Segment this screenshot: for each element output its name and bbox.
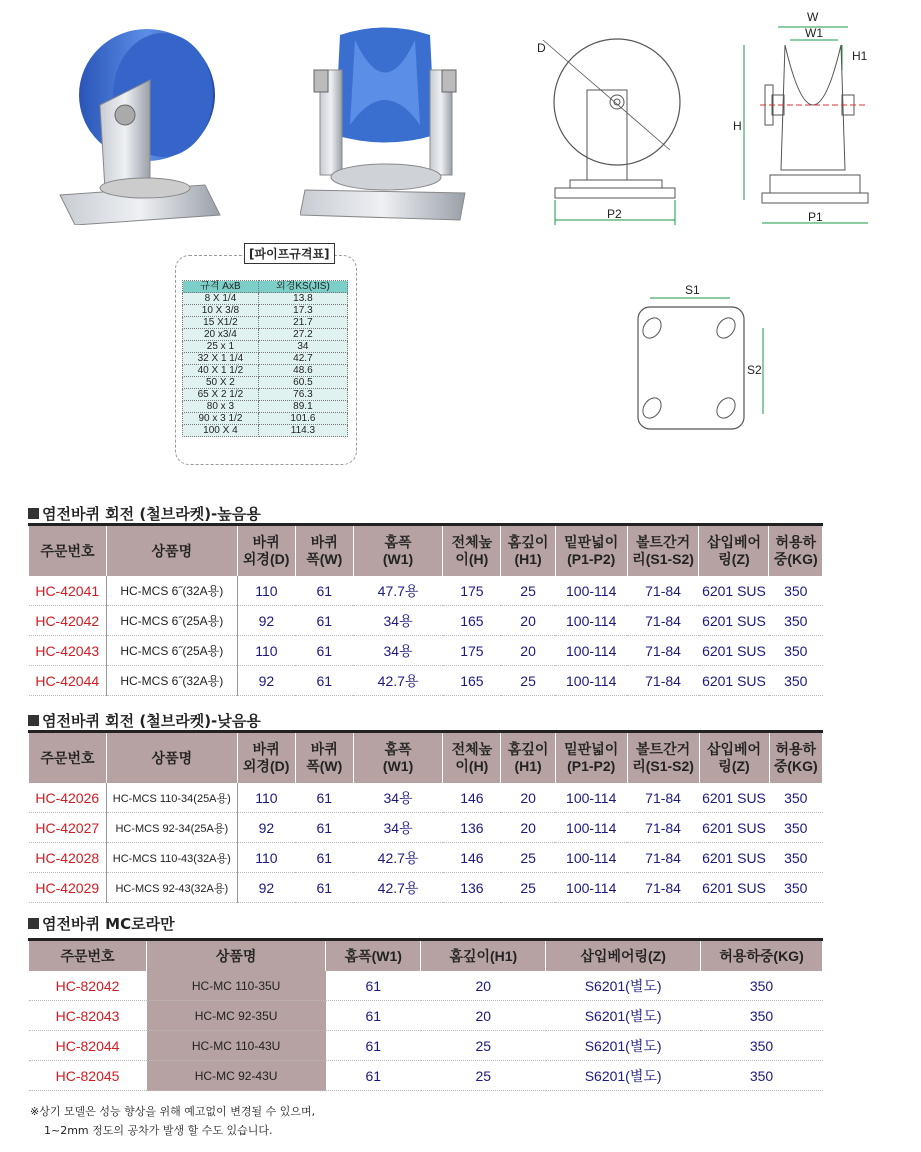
square-bullet-icon: [28, 508, 39, 519]
spec-value-cell: 25: [501, 873, 555, 903]
spec-value-cell: 34용: [353, 813, 443, 843]
spec-value-cell: 350: [769, 873, 823, 903]
table-header-cell: [29, 733, 107, 783]
caster-photo-side: [55, 20, 230, 225]
order-code-cell: HC-82044: [29, 1031, 147, 1061]
header-line: 바퀴: [310, 741, 338, 757]
label-s2: S2: [747, 363, 762, 377]
spec-value-cell: 100-114: [555, 813, 627, 843]
table-header-cell: 상품명: [147, 941, 326, 971]
spec-value-cell: 71-84: [627, 783, 699, 813]
header-line: 이(H): [455, 758, 489, 774]
table-header-cell: [501, 733, 555, 783]
table-header-cell: 삽입베어링(Z): [546, 941, 701, 971]
product-name-cell: HC-MCS 6˝(25A용): [107, 636, 238, 666]
pipe-spec-header-cell: 외경KS(JIS): [258, 281, 347, 293]
table-row: [29, 606, 823, 636]
side-view-diagram: [525, 30, 685, 235]
table-header-cell: [295, 733, 353, 783]
spec-value-cell: 25: [501, 843, 555, 873]
header-line: 볼트간거: [636, 741, 691, 757]
table-row: [29, 971, 823, 1001]
product-name-cell: HC-MC 110-43U: [147, 1031, 326, 1061]
header-line: 이(H): [455, 551, 489, 567]
pipe-spec-cell: 50 X 2: [183, 377, 259, 389]
table-row: [29, 1031, 823, 1061]
order-code-cell: HC-42043: [29, 636, 107, 666]
table-header-cell: [107, 733, 238, 783]
pipe-spec-cell: 27.2: [258, 329, 347, 341]
table-header-cell: [769, 733, 823, 783]
pipe-spec-row: [183, 389, 348, 401]
pipe-spec-row: [183, 293, 348, 305]
header-line: 바퀴: [252, 534, 280, 550]
spec-value-cell: 110: [237, 576, 295, 606]
table-header-cell: [237, 526, 295, 576]
label-d: D: [537, 41, 546, 55]
table-header-cell: [627, 526, 699, 576]
pipe-spec-row: [183, 365, 348, 377]
pipe-spec-header-cell: 규격 AxB: [183, 281, 259, 293]
spec-value-cell: 6201 SUS: [699, 783, 769, 813]
pipe-spec-cell: 10 X 3/8: [183, 305, 259, 317]
pipe-spec-row: [183, 341, 348, 353]
spec-value-cell: 20: [501, 813, 555, 843]
square-bullet-icon: [28, 715, 39, 726]
spec-value-cell: 71-84: [627, 666, 699, 696]
spec-value-cell: 100-114: [555, 873, 627, 903]
product-name-cell: HC-MC 92-35U: [147, 1001, 326, 1031]
spec-value-cell: 146: [443, 783, 501, 813]
table-header-cell: [237, 733, 295, 783]
pipe-spec-row: [183, 401, 348, 413]
spec-value-cell: 71-84: [627, 813, 699, 843]
table-row: [29, 1061, 823, 1091]
header-line: 바퀴: [252, 741, 280, 757]
spec-value-cell: 100-114: [555, 606, 627, 636]
table-header-cell: [353, 733, 443, 783]
header-line: 밑판넓이: [564, 534, 619, 550]
spec-value-cell: 6201 SUS: [699, 843, 769, 873]
header-line: 전체높: [451, 741, 493, 757]
spec-value-cell: 100-114: [555, 783, 627, 813]
spec-value-cell: 92: [237, 606, 295, 636]
order-code-cell: HC-42028: [29, 843, 107, 873]
table-header-cell: 주문번호: [29, 941, 147, 971]
table-header-cell: [353, 526, 443, 576]
header-line: 허용하: [775, 534, 817, 550]
spec-value-cell: 6201 SUS: [699, 873, 769, 903]
spec-value-cell: 175: [443, 636, 501, 666]
table-header-cell: [627, 733, 699, 783]
header-line: (W1): [382, 758, 414, 774]
spec-value-cell: S6201(별도): [546, 1061, 701, 1091]
product-name-cell: HC-MCS 110-43(32A용): [107, 843, 238, 873]
spec-value-cell: S6201(별도): [546, 971, 701, 1001]
header-line: 링(Z): [718, 758, 750, 774]
table-header-cell: 홈폭(W1): [326, 941, 421, 971]
spec-value-cell: 6201 SUS: [699, 576, 769, 606]
header-line: 바퀴: [310, 534, 338, 550]
spec-value-cell: 34용: [353, 606, 443, 636]
note-line-1: ※상기 모델은 성능 향상을 위해 예고없이 변경될 수 있으며,: [30, 1105, 316, 1118]
spec-value-cell: 61: [295, 606, 353, 636]
section1-title: 염전바퀴 회전 (철브라켓)-높음용: [28, 503, 261, 524]
spec-value-cell: 25: [501, 666, 555, 696]
pipe-spec-cell: 100 X 4: [183, 425, 259, 437]
pipe-spec-cell: 42.7: [258, 353, 347, 365]
label-h1: H1: [852, 49, 868, 63]
spec-value-cell: 20: [501, 606, 555, 636]
order-code-cell: HC-42026: [29, 783, 107, 813]
header-line: 허용하: [775, 741, 817, 757]
spec-value-cell: 175: [443, 576, 501, 606]
header-line: 외경(D): [242, 551, 290, 567]
spec-value-cell: 61: [295, 576, 353, 606]
section2-title: 염전바퀴 회전 (철브라켓)-낮음용: [28, 710, 261, 731]
table-row: [29, 576, 823, 606]
header-line: 폭(W): [306, 551, 343, 567]
table-header-cell: [29, 526, 107, 576]
header-line: (P1-P2): [567, 758, 616, 774]
pipe-spec-cell: 25 x 1: [183, 341, 259, 353]
header-line: (P1-P2): [567, 551, 616, 567]
pipe-spec-table: [182, 280, 348, 437]
spec-value-cell: 92: [237, 813, 295, 843]
pipe-spec-title: [파이프규격표]: [244, 243, 335, 264]
label-p2: P2: [607, 207, 622, 221]
spec-value-cell: 20: [501, 636, 555, 666]
header-line: 홈폭: [384, 741, 412, 757]
front-view-diagram: [730, 5, 870, 235]
spec-value-cell: 61: [295, 813, 353, 843]
pipe-spec-row: [183, 425, 348, 437]
table-header-cell: [555, 526, 627, 576]
spec-value-cell: 20: [501, 783, 555, 813]
spec-value-cell: 71-84: [627, 606, 699, 636]
pipe-spec-row: [183, 413, 348, 425]
spec-value-cell: 100-114: [555, 843, 627, 873]
spec-value-cell: 110: [237, 843, 295, 873]
spec-value-cell: 20: [421, 971, 546, 1001]
header-line: 중(KG): [773, 758, 818, 774]
pipe-spec-cell: 76.3: [258, 389, 347, 401]
header-line: 주문번호: [40, 542, 95, 559]
spec-value-cell: 350: [701, 971, 823, 1001]
pipe-spec-row: [183, 305, 348, 317]
spec-value-cell: 350: [769, 813, 823, 843]
table-row: [29, 666, 823, 696]
spec-value-cell: 6201 SUS: [699, 666, 769, 696]
pipe-spec-cell: 15 X1/2: [183, 317, 259, 329]
spec-value-cell: 42.7용: [353, 666, 443, 696]
section3-table: [28, 941, 823, 1091]
table-header-cell: [295, 526, 353, 576]
label-h: H: [733, 119, 742, 133]
table-row: [29, 813, 823, 843]
spec-value-cell: 136: [443, 873, 501, 903]
order-code-cell: HC-82042: [29, 971, 147, 1001]
header-line: 주문번호: [40, 749, 95, 766]
spec-value-cell: 61: [326, 1061, 421, 1091]
label-p1: P1: [808, 210, 823, 224]
pipe-spec-cell: 89.1: [258, 401, 347, 413]
order-code-cell: HC-42029: [29, 873, 107, 903]
pipe-spec-row: [183, 329, 348, 341]
header-line: 링(Z): [718, 551, 750, 567]
spec-value-cell: 6201 SUS: [699, 813, 769, 843]
product-name-cell: HC-MCS 6˝(32A용): [107, 576, 238, 606]
product-name-cell: HC-MCS 92-34(25A용): [107, 813, 238, 843]
table-header-cell: [501, 526, 555, 576]
table-header-cell: 홈깊이(H1): [421, 941, 546, 971]
product-name-cell: HC-MC 92-43U: [147, 1061, 326, 1091]
spec-value-cell: 34용: [353, 783, 443, 813]
pipe-spec-cell: 40 X 1 1/2: [183, 365, 259, 377]
header-line: 홈폭: [384, 534, 412, 550]
spec-value-cell: 25: [421, 1061, 546, 1091]
product-name-cell: HC-MCS 6˝(32A용): [107, 666, 238, 696]
header-line: 리(S1-S2): [632, 758, 694, 774]
product-name-cell: HC-MCS 92-43(32A용): [107, 873, 238, 903]
pipe-spec-cell: 8 X 1/4: [183, 293, 259, 305]
header-line: 중(KG): [773, 551, 818, 567]
caster-photo-front: [300, 15, 475, 225]
spec-value-cell: 71-84: [627, 843, 699, 873]
table-row: [29, 783, 823, 813]
spec-value-cell: 146: [443, 843, 501, 873]
spec-value-cell: S6201(별도): [546, 1031, 701, 1061]
pipe-spec-cell: 34: [258, 341, 347, 353]
spec-value-cell: 350: [701, 1031, 823, 1061]
spec-value-cell: 42.7용: [353, 843, 443, 873]
header-line: 삽입베어: [706, 534, 762, 550]
spec-value-cell: 350: [769, 783, 823, 813]
table-row: [29, 1001, 823, 1031]
header-line: (W1): [382, 551, 414, 567]
pipe-spec-cell: 20 x3/4: [183, 329, 259, 341]
spec-value-cell: 136: [443, 813, 501, 843]
header-line: (H1): [514, 551, 542, 567]
header-line: 삽입베어: [706, 741, 762, 757]
product-name-cell: HC-MCS 6˝(25A용): [107, 606, 238, 636]
table-header-cell: [699, 526, 769, 576]
label-w: W: [807, 10, 819, 24]
spec-value-cell: 25: [501, 576, 555, 606]
square-bullet-icon: [28, 918, 39, 929]
table-header-cell: [699, 733, 769, 783]
header-line: 전체높: [451, 534, 493, 550]
pipe-spec-cell: 32 X 1 1/4: [183, 353, 259, 365]
spec-value-cell: 350: [701, 1061, 823, 1091]
product-name-cell: HC-MCS 110-34(25A용): [107, 783, 238, 813]
spec-value-cell: 61: [295, 843, 353, 873]
spec-value-cell: 61: [295, 873, 353, 903]
table-header-row: [29, 526, 823, 576]
header-line: 볼트간거: [636, 534, 691, 550]
base-plate-diagram: [630, 282, 775, 434]
spec-value-cell: 71-84: [627, 873, 699, 903]
spec-value-cell: 42.7용: [353, 873, 443, 903]
label-s1: S1: [685, 283, 700, 297]
table-header-cell: 허용하중(KG): [701, 941, 823, 971]
spec-value-cell: 92: [237, 666, 295, 696]
header-line: (H1): [514, 758, 542, 774]
spec-value-cell: 350: [769, 843, 823, 873]
spec-value-cell: 350: [701, 1001, 823, 1031]
spec-value-cell: 350: [769, 636, 823, 666]
pipe-spec-cell: 114.3: [258, 425, 347, 437]
header-line: 상품명: [151, 542, 193, 559]
table-header-cell: [443, 526, 501, 576]
spec-value-cell: 100-114: [555, 636, 627, 666]
note-line-2: 1~2mm 정도의 공차가 발생 할 수도 있습니다.: [44, 1124, 273, 1137]
spec-value-cell: S6201(별도): [546, 1001, 701, 1031]
header-line: 홈깊이: [507, 741, 549, 757]
pipe-spec-cell: 13.8: [258, 293, 347, 305]
label-w1: W1: [805, 26, 823, 40]
section3-title: 염전바퀴 MC로라만: [28, 913, 175, 934]
spec-value-cell: 34용: [353, 636, 443, 666]
pipe-spec-cell: 65 X 2 1/2: [183, 389, 259, 401]
spec-value-cell: 71-84: [627, 576, 699, 606]
spec-value-cell: 165: [443, 606, 501, 636]
table-header-cell: [443, 733, 501, 783]
spec-value-cell: 61: [295, 783, 353, 813]
table-header-cell: [769, 526, 823, 576]
header-line: 리(S1-S2): [632, 551, 694, 567]
spec-value-cell: 61: [326, 1031, 421, 1061]
order-code-cell: HC-42044: [29, 666, 107, 696]
spec-value-cell: 165: [443, 666, 501, 696]
spec-value-cell: 110: [237, 636, 295, 666]
spec-value-cell: 61: [326, 1001, 421, 1031]
spec-value-cell: 20: [421, 1001, 546, 1031]
pipe-spec-cell: 17.3: [258, 305, 347, 317]
order-code-cell: HC-82045: [29, 1061, 147, 1091]
spec-value-cell: 61: [295, 666, 353, 696]
spec-value-cell: 110: [237, 783, 295, 813]
header-line: 밑판넓이: [564, 741, 619, 757]
spec-value-cell: 61: [326, 971, 421, 1001]
spec-value-cell: 25: [421, 1031, 546, 1061]
pipe-spec-row: [183, 317, 348, 329]
pipe-spec-cell: 21.7: [258, 317, 347, 329]
product-name-cell: HC-MC 110-35U: [147, 971, 326, 1001]
section2-table: [28, 733, 823, 903]
pipe-spec-cell: 90 x 3 1/2: [183, 413, 259, 425]
spec-value-cell: 350: [769, 606, 823, 636]
table-header-row: [29, 941, 823, 971]
order-code-cell: HC-42042: [29, 606, 107, 636]
table-header-cell: [555, 733, 627, 783]
header-line: 홈깊이: [507, 534, 549, 550]
pipe-spec-cell: 48.6: [258, 365, 347, 377]
header-line: 상품명: [151, 749, 193, 766]
header-line: 외경(D): [242, 758, 290, 774]
section1-table: [28, 526, 823, 696]
table-row: [29, 873, 823, 903]
order-code-cell: HC-42041: [29, 576, 107, 606]
pipe-spec-row: [183, 377, 348, 389]
table-row: [29, 843, 823, 873]
pipe-spec-row: [183, 353, 348, 365]
spec-value-cell: 6201 SUS: [699, 636, 769, 666]
spec-value-cell: 71-84: [627, 636, 699, 666]
spec-value-cell: 6201 SUS: [699, 606, 769, 636]
table-row: [29, 636, 823, 666]
spec-value-cell: 100-114: [555, 666, 627, 696]
spec-value-cell: 47.7용: [353, 576, 443, 606]
spec-value-cell: 61: [295, 636, 353, 666]
pipe-spec-cell: 80 x 3: [183, 401, 259, 413]
pipe-spec-cell: 101.6: [258, 413, 347, 425]
spec-value-cell: 350: [769, 666, 823, 696]
spec-value-cell: 350: [769, 576, 823, 606]
order-code-cell: HC-42027: [29, 813, 107, 843]
pipe-spec-header-row: [183, 281, 348, 293]
header-line: 폭(W): [306, 758, 343, 774]
table-header-row: [29, 733, 823, 783]
order-code-cell: HC-82043: [29, 1001, 147, 1031]
table-header-cell: [107, 526, 238, 576]
spec-value-cell: 100-114: [555, 576, 627, 606]
pipe-spec-cell: 60.5: [258, 377, 347, 389]
spec-value-cell: 92: [237, 873, 295, 903]
